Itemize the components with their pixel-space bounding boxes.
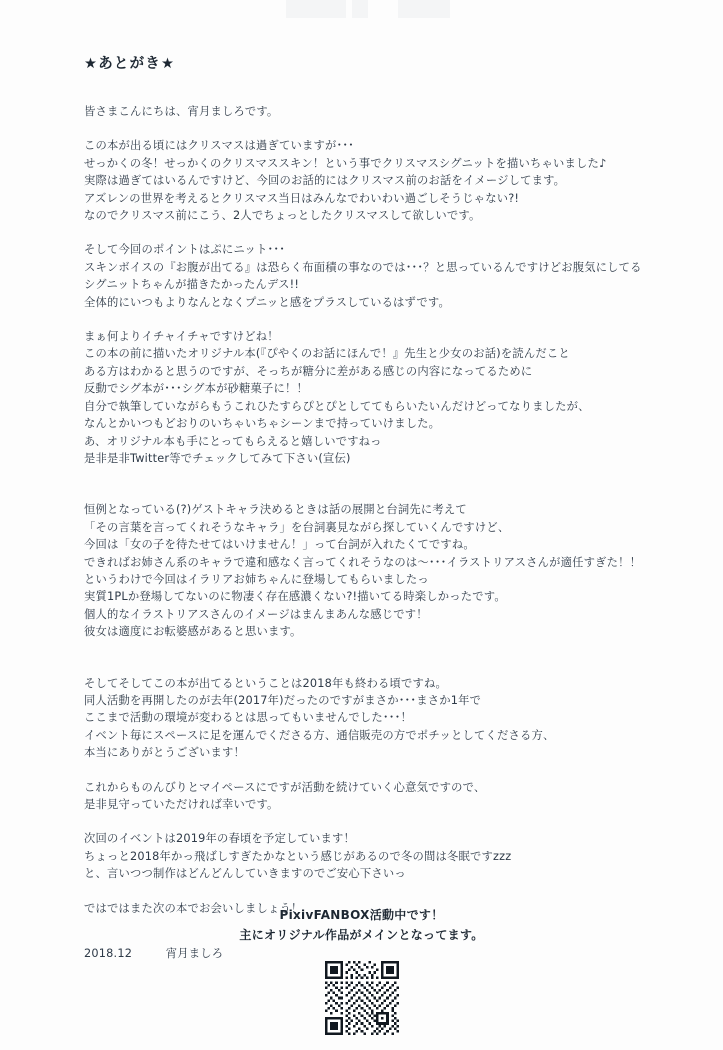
text-line: スキンボイスの『お腹が出てる』は恐らく布面積の事なのでは･･･？と思っているんですけどお腹気にしてる [84, 260, 642, 274]
text-line: これからものんびりとマイペースにですが活動を続けていく心意気ですので、 [84, 780, 486, 794]
text-line: せっかくの冬！せっかくのクリスマススキン！という事でクリスマスシグニットを描いちゃいました♪ [84, 156, 607, 170]
footer-line-2: 主にオリジナル作品がメインとなってます。 [239, 928, 484, 942]
text-line: ではではまた次の本でお会いしましょう！ [84, 901, 303, 915]
text-line: 本当にありがとうございます！ [84, 746, 245, 760]
text-line: 同人活動を再開したのが去年(2017年)だったのですがまさか･･･まさか1年で [84, 693, 482, 707]
text-line: 今回は「女の子を待たせてはいけません！」って台詞が入れたくてですね。 [84, 538, 475, 552]
text-line: ちょっと2018年かっ飛ばしすぎたかなという感じがあるので冬の間は冬眠ですzzz [84, 849, 512, 863]
qr-code-svg [325, 961, 399, 1035]
text-line: なのでクリスマス前にこう、2人でちょっとしたクリスマスして欲しいです。 [84, 209, 481, 223]
bleed-mark-1 [286, 0, 346, 18]
paragraph-guest [84, 501, 644, 640]
text-line: そしてそしてこの本が出てるということは2018年も終わる頃ですね。 [84, 676, 447, 690]
text-line: なんとかいつもどおりのいちゃいちゃシーンまで持っていけました。 [84, 417, 441, 431]
text-line: 彼女は適度にお転婆感があると思います。 [84, 625, 302, 639]
signature-date: 2018.12 [84, 947, 133, 961]
footer-block [0, 905, 723, 1035]
text-line: あ、オリジナル本も手にとってもらえると嬉しいですねっ [84, 434, 382, 448]
paragraph-next-event [84, 830, 644, 882]
text-line: そして今回のポイントはぷにニット･･･ [84, 243, 286, 257]
text-line: この本が出る頃にはクリスマスは過ぎていますが･･･ [84, 139, 355, 153]
afterword-content [84, 52, 644, 961]
text-line: 反動でシグ本が･･･シグ本が砂糖菓子に！！ [84, 382, 309, 396]
text-line: と、言いつつ制作はどんどんしていきますのでご安心下さいっ [84, 867, 406, 881]
text-line: 皆さまこんにちは、宵月ましろです。 [84, 105, 279, 118]
text-line: 実質1PLか登場してないのに物凄く存在感濃くない?!描いてる時楽しかったです。 [84, 590, 506, 604]
paragraph-knit [84, 241, 644, 311]
text-line: 是非見守っていただければ幸いです。 [84, 798, 279, 811]
section-spacer [84, 484, 644, 501]
text-line: ここまで活動の環境が変わるとは思ってもいませんでした･･･！ [84, 711, 412, 725]
paragraph-pace [84, 779, 644, 814]
text-line: 次回のイベントは2019年の春頃を予定しています！ [84, 832, 355, 846]
top-bleed-marks [0, 0, 723, 22]
text-line: この本の前に描いたオリジナル本(『ぴやくのお話にほんで！』先生と少女のお話)を読んだこと [84, 347, 570, 361]
paragraph-year [84, 675, 644, 762]
section-spacer [84, 658, 644, 675]
signature-name: 宵月ましろ [165, 947, 224, 961]
text-line: シグニットちゃんが描きたかったんデス!! [84, 278, 300, 292]
text-line: イベント毎にスペースに足を運んでくださる方、通信販売の方でポチッとしてくださる方、 [84, 728, 555, 742]
text-line: 自分で執筆していながらもうこれひたすらぴとぴとしててもらいたいんだけどってなりましたが、 [84, 399, 590, 413]
paragraph-greeting [84, 103, 644, 120]
text-line: 是非是非Twitter等でチェックしてみて下さい(宣伝) [84, 451, 351, 465]
bleed-mark-2 [352, 0, 368, 18]
paragraph-christmas [84, 137, 644, 224]
bleed-mark-3 [398, 0, 450, 18]
text-line: まぁ何よりイチャイチャですけどね！ [84, 330, 279, 344]
text-line: アズレンの世界を考えるとクリスマス当日はみんなでわいわい過ごしそうじゃない?! [84, 191, 520, 205]
qr-code-icon [325, 961, 399, 1035]
text-line: というわけで今回はイラリアお姉ちゃんに登場してもらいましたっ [84, 572, 429, 586]
page-title: ★あとがき★ [84, 56, 176, 72]
text-line: 恒例となっている(?)ゲストキャラ決めるときは話の展開と台詞先に考えて [84, 503, 467, 517]
footer-line-1: PixivFANBOX活動中です！ [279, 908, 444, 922]
text-line: 「その言葉を言ってくれそうなキャラ」を台詞裏見ながら探していくんですけど、 [84, 520, 510, 534]
paragraph-original [84, 328, 644, 467]
text-line: 全体的にいつもよりなんとなくプニッと感をプラスしているはずです。 [84, 295, 450, 309]
text-line: 個人的なイラストリアスさんのイメージはまんまあんな感じです！ [84, 607, 428, 621]
text-line: 実際は過ぎてはいるんですけど、今回のお話的にはクリスマス前のお話をイメージしてます。 [84, 174, 566, 188]
text-line: できればお姉さん系のキャラで違和感なく言ってくれそうなのは～･･･イラストリアスさんが適任すぎた！！ [84, 555, 642, 569]
text-line: ある方はわかると思うのですが、そっちが糖分に差がある感じの内容になってるために [84, 364, 533, 378]
